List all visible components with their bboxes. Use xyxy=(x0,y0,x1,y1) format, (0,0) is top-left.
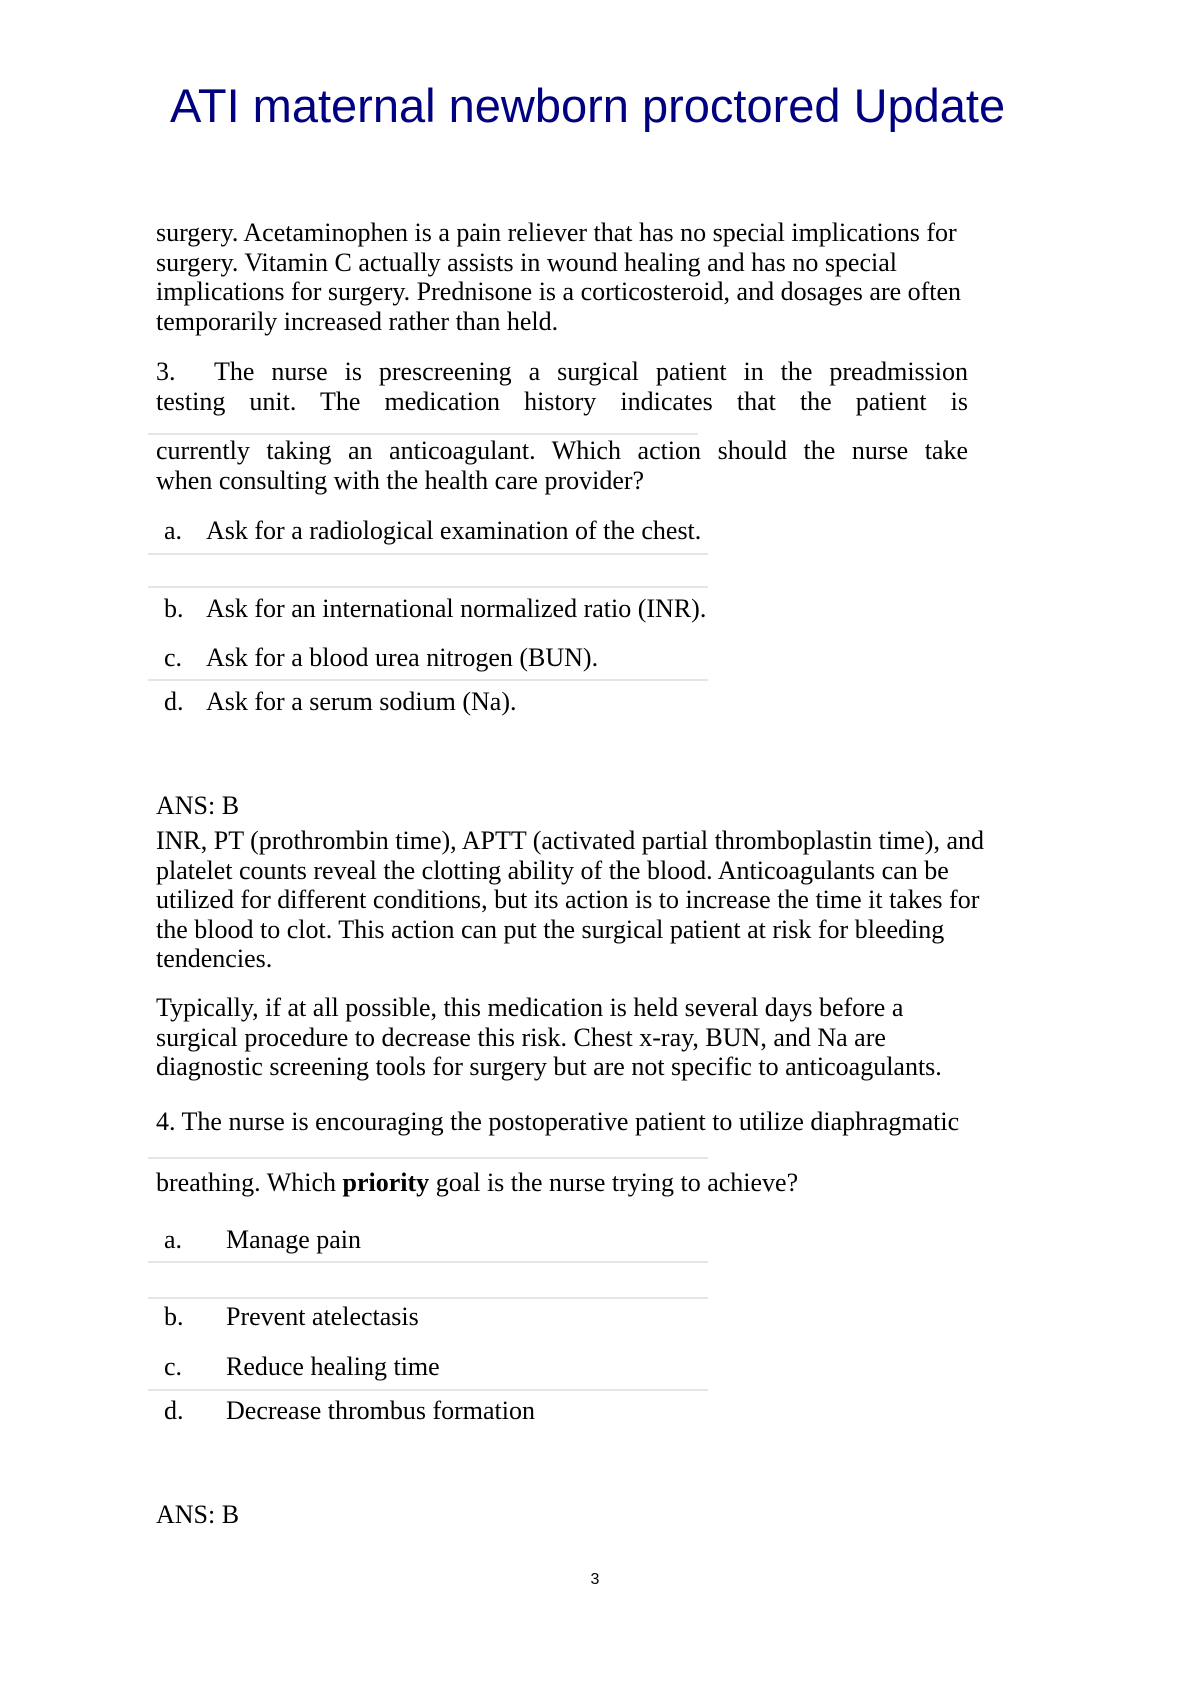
q4-option-a xyxy=(164,1225,362,1255)
text-line: currently taking an anticoagulant. Which action should the nurse take xyxy=(156,436,968,465)
text-line: utilized for different conditions, but its action is to increase the time it takes for xyxy=(156,885,980,914)
option-text: Decrease thrombus formation xyxy=(226,1396,536,1425)
option-text: Ask for a radiological examination of the chest. xyxy=(206,516,702,545)
text-line: surgery. Acetaminophen is a pain reliever that has no special implications for xyxy=(156,218,957,247)
option-text: Manage pain xyxy=(226,1225,362,1254)
q3-rationale-2 xyxy=(156,993,1066,1082)
option-text: Reduce healing time xyxy=(226,1352,440,1381)
option-letter: d. xyxy=(164,687,184,716)
bold-emphasis: priority xyxy=(342,1168,430,1197)
option-letter: c. xyxy=(164,643,183,672)
q4-option-d xyxy=(164,1396,536,1426)
text-line: Typically, if at all possible, this medication is held several days before a xyxy=(156,993,904,1022)
question-number: 3. xyxy=(156,357,176,386)
text-line: The nurse is prescreening a surgical patient in the preadmission xyxy=(214,357,968,386)
text-line: surgery. Vitamin C actually assists in wound healing and has no special xyxy=(156,247,897,277)
option-letter: d. xyxy=(164,1396,184,1425)
q3-option-a xyxy=(164,516,702,546)
question-3-stem xyxy=(156,357,968,416)
divider xyxy=(148,1297,708,1299)
option-letter: c. xyxy=(164,1352,183,1381)
divider xyxy=(148,433,698,435)
page-number: 3 xyxy=(590,1571,600,1588)
text-line: when consulting with the health care provider? xyxy=(156,465,645,495)
text-line: 4. The nurse is encouraging the postoperative patient to utilize diaphragmatic xyxy=(156,1107,960,1136)
text-fragment: breathing. Which xyxy=(156,1168,343,1197)
option-text: Prevent atelectasis xyxy=(226,1302,419,1331)
text-line xyxy=(156,1168,1066,1198)
option-text: Ask for a serum sodium (Na). xyxy=(206,687,517,716)
divider xyxy=(148,679,708,681)
q3-option-c xyxy=(164,643,599,673)
text-line: tendencies. xyxy=(156,944,273,973)
divider xyxy=(148,1157,708,1159)
text-line: diagnostic screening tools for surgery but are not specific to anticoagulants. xyxy=(156,1052,942,1081)
question-3-line-3 xyxy=(156,436,968,466)
divider xyxy=(148,1389,708,1391)
option-letter: a. xyxy=(164,1225,183,1254)
divider xyxy=(148,1261,708,1263)
text-fragment: goal is the nurse trying to achieve? xyxy=(429,1168,799,1197)
divider xyxy=(148,586,708,588)
q3-answer: ANS: B xyxy=(156,791,240,820)
intro-paragraph xyxy=(156,218,1066,336)
text-line: surgical procedure to decrease this risk. Chest x-ray, BUN, and Na are xyxy=(156,1022,886,1052)
question-4-stem xyxy=(156,1107,1066,1137)
q3-rationale-1 xyxy=(156,826,1066,974)
question-3-stem-continued xyxy=(156,436,968,495)
text-line: the blood to clot. This action can put the surgical patient at risk for bleeding xyxy=(156,914,945,944)
text-line: platelet counts reveal the clotting ability of the blood. Anticoagulants can be xyxy=(156,855,949,885)
option-text: Ask for an international normalized ratio (INR). xyxy=(206,594,707,623)
q4-option-b xyxy=(164,1302,419,1332)
divider xyxy=(148,553,708,555)
option-letter: b. xyxy=(164,1302,184,1331)
option-text: Ask for a blood urea nitrogen (BUN). xyxy=(206,643,599,672)
q4-answer: ANS: B xyxy=(156,1500,240,1529)
text-line: implications for surgery. Prednisone is a corticosteroid, and dosages are often xyxy=(156,277,962,306)
question-3-line-1 xyxy=(156,357,968,387)
option-letter: b. xyxy=(164,594,184,623)
text-line: INR, PT (prothrombin time), APTT (activated partial thromboplastin time), and xyxy=(156,826,985,855)
option-letter: a. xyxy=(164,516,183,545)
text-line: testing unit. The medication history indicates that the patient is xyxy=(156,386,968,416)
question-4-stem-continued xyxy=(156,1168,1066,1198)
q3-option-b xyxy=(164,594,707,624)
text-line: temporarily increased rather than held. xyxy=(156,306,559,336)
page-title: ATI maternal newborn proctored Update xyxy=(170,79,1006,132)
question-3-line-2 xyxy=(156,387,968,417)
q3-option-d xyxy=(164,687,517,717)
q4-option-c xyxy=(164,1352,440,1382)
